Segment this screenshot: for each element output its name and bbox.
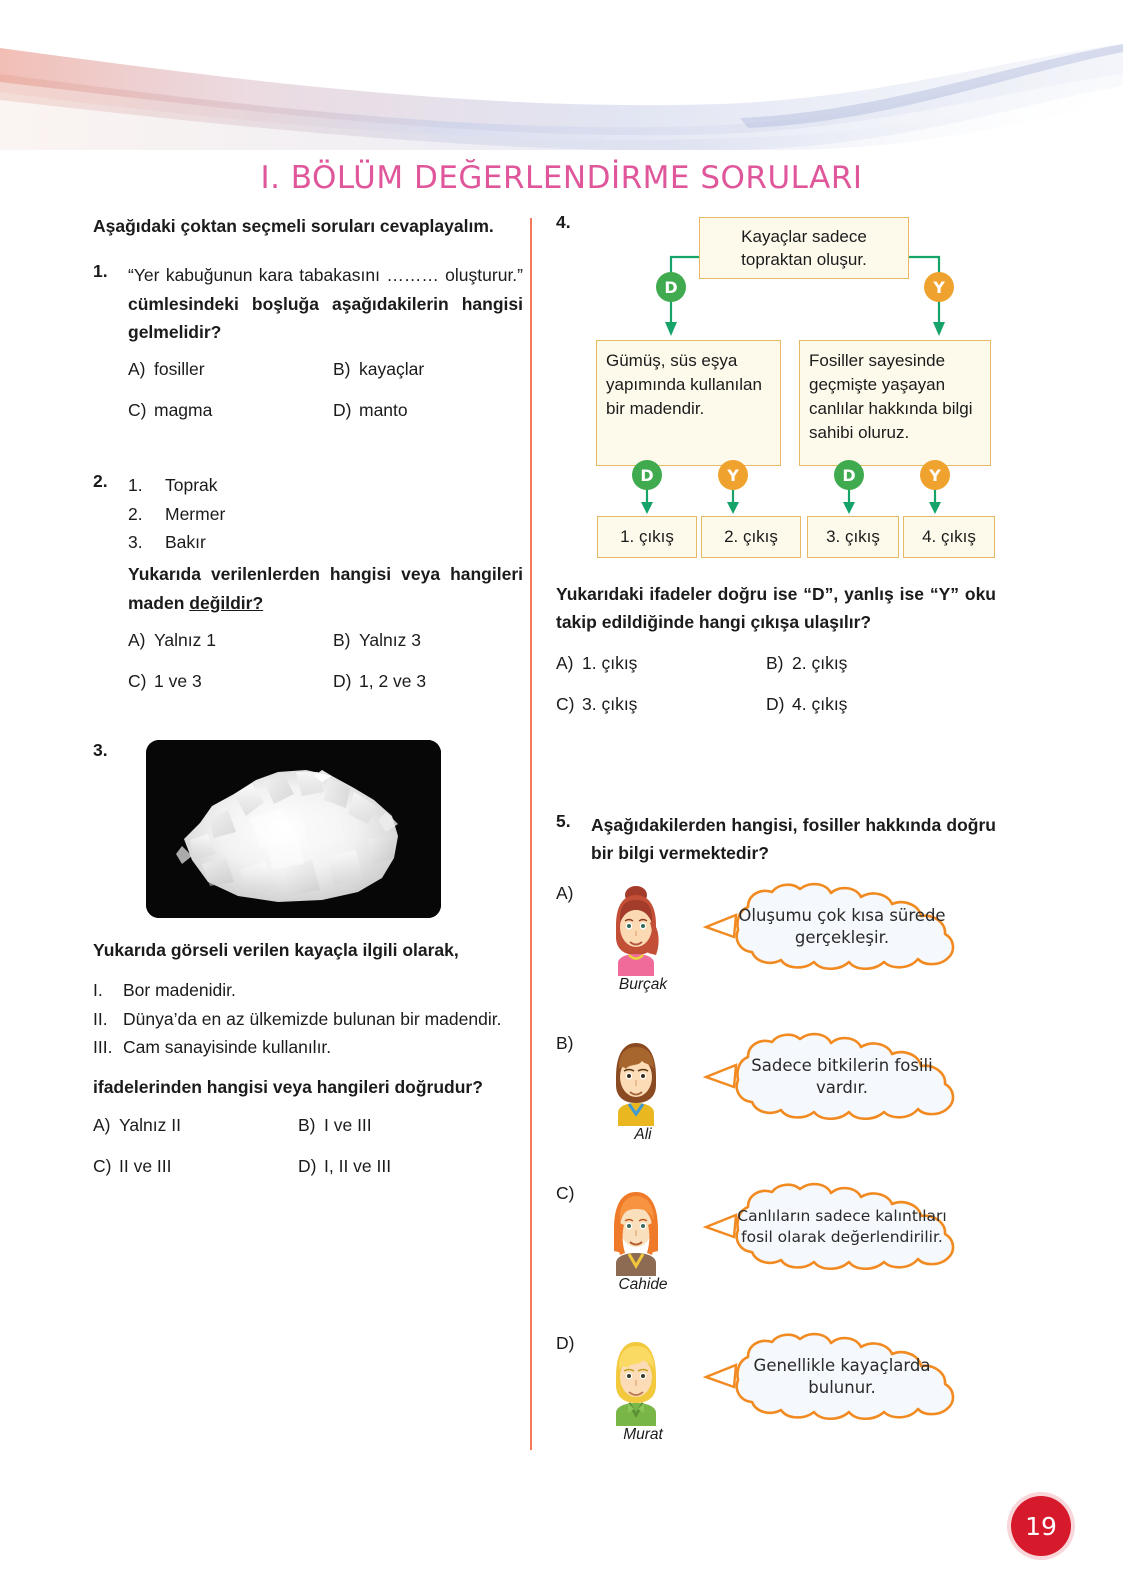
- flowchart-badge-false-left: Y: [718, 460, 748, 490]
- option-letter: D): [556, 1333, 575, 1354]
- option-letter: B): [556, 1033, 574, 1054]
- page-title: I. BÖLÜM DEĞERLENDİRME SORULARI: [260, 160, 863, 196]
- question-5-number: 5.: [556, 810, 571, 831]
- list-item-number: 2.: [128, 503, 143, 524]
- flowchart-output-3: 3. çıkış: [807, 516, 899, 558]
- avatar-illustration: [598, 879, 674, 976]
- option-text: Yalnız II: [119, 1114, 181, 1135]
- avatar-ali: [598, 1029, 674, 1126]
- bubble-line-1: Canlıların sadece kalıntıları: [737, 1207, 947, 1226]
- question-3-list: [93, 976, 523, 1061]
- flowchart-left-branch-box: Gümüş, süs eşya yapımında kullanılan bir madendir.: [596, 340, 781, 466]
- question-4: [556, 212, 996, 715]
- speech-bubble-text: [708, 1331, 976, 1423]
- speech-bubble-text: [708, 1031, 976, 1123]
- list-item-number: III.: [93, 1037, 113, 1058]
- bubble-line-1: Oluşumu çok kısa sürede: [738, 906, 946, 926]
- option-text: fosiller: [154, 359, 205, 380]
- flowchart-root-box: Kayaçlar sadece topraktan oluşur.: [699, 217, 909, 279]
- right-column: [556, 212, 996, 1452]
- bubble-line-1: Sadece bitkilerin fosili: [751, 1056, 933, 1076]
- question-2: [93, 471, 523, 692]
- option-letter: D): [333, 400, 352, 421]
- option-a[interactable]: [556, 653, 766, 674]
- question-2-stem: [128, 560, 523, 617]
- option-letter: B): [333, 359, 351, 380]
- list-item-number: I.: [93, 980, 103, 1001]
- speaker-name: Ali: [634, 1126, 652, 1144]
- question-2-options: [128, 630, 523, 692]
- avatar-illustration: [598, 1329, 674, 1426]
- avatar-cahide: [598, 1179, 674, 1276]
- avatar-burcak: [598, 879, 674, 976]
- question-3-stem-bottom: [93, 1073, 523, 1101]
- option-letter: A): [128, 630, 146, 651]
- mineral-rock-illustration: [146, 740, 441, 918]
- question-5-stem-text: Aşağıdakilerden hangisi, fosiller hakkında doğru bir bilgi vermektedir?: [591, 814, 996, 864]
- speaker-option-d[interactable]: [556, 1329, 996, 1452]
- question-4-options: [556, 653, 996, 715]
- question-3: [93, 740, 523, 1177]
- option-d[interactable]: [298, 1156, 523, 1177]
- speech-bubble-text: [708, 881, 976, 973]
- option-c[interactable]: [93, 1156, 298, 1177]
- option-letter: C): [128, 400, 147, 421]
- option-a[interactable]: [128, 359, 333, 380]
- bubble-line-1: Genellikle kayaçlarda: [753, 1356, 931, 1376]
- question-5: [556, 811, 996, 1453]
- option-c[interactable]: [556, 694, 766, 715]
- avatar-illustration: [598, 1179, 674, 1276]
- list-item-text: Dünya’da en az ülkemizde bulunan bir madendir.: [123, 1008, 502, 1029]
- flowchart-badge-false-root: Y: [924, 272, 954, 302]
- avatar-murat: [598, 1329, 674, 1426]
- option-letter: D): [766, 693, 785, 714]
- option-text: 4. çıkış: [792, 693, 848, 714]
- option-b[interactable]: [298, 1115, 523, 1136]
- option-text: manto: [359, 400, 408, 421]
- flowchart-output-2: 2. çıkış: [701, 516, 801, 558]
- flowchart-badge-true-left: D: [632, 460, 662, 490]
- flowchart-right-branch-box: Fosiller sayesinde geçmişte yaşayan canlılar hakkında bilgi sahibi oluruz.: [799, 340, 991, 466]
- speaker-name: Burçak: [618, 976, 668, 994]
- option-text: 1. çıkış: [582, 652, 638, 673]
- option-text: Yalnız 3: [359, 630, 421, 651]
- list-item-number: 3.: [128, 532, 143, 553]
- option-text: magma: [154, 400, 213, 421]
- question-2-stem-emphasis: değildir?: [189, 592, 264, 613]
- question-2-number: 2.: [93, 471, 108, 492]
- question-1-stem-plain: “Yer kabuğunun kara tabakasını ……… oluşturur.”: [128, 265, 523, 286]
- flowchart-badge-true-root: D: [656, 272, 686, 302]
- question-4-flowchart: [591, 212, 991, 547]
- option-letter: C): [128, 671, 147, 692]
- option-letter: D): [333, 671, 352, 692]
- option-text: I ve III: [324, 1114, 372, 1135]
- question-2-stem-text: Yukarıda verilenlerden hangisi veya hangileri maden: [128, 564, 523, 613]
- option-c[interactable]: [128, 400, 333, 421]
- list-item-text: Cam sanayisinde kullanılır.: [123, 1037, 332, 1058]
- option-text: Yalnız 1: [154, 630, 216, 651]
- option-text: 3. çıkış: [582, 693, 638, 714]
- question-3-stem-top: [93, 936, 523, 964]
- option-d[interactable]: [333, 671, 523, 692]
- option-letter: C): [556, 693, 575, 714]
- list-item-text: Bor madenidir.: [123, 980, 236, 1001]
- option-text: II ve III: [119, 1155, 172, 1176]
- option-letter: A): [93, 1114, 111, 1135]
- list-item-number: II.: [93, 1008, 108, 1029]
- question-1-stem-bold: cümlesindeki boşluğa aşağıdakilerin hangisi gelmelidir?: [128, 293, 523, 343]
- list-item: [93, 1033, 523, 1061]
- option-letter: B): [333, 630, 351, 651]
- speech-bubble-d: [678, 1331, 990, 1423]
- option-text: 2. çıkış: [792, 652, 848, 673]
- option-letter: D): [298, 1155, 317, 1176]
- header-decorative-wave: [0, 0, 1123, 150]
- bubble-line-2: fosil olarak değerlendirilir.: [741, 1228, 943, 1247]
- list-item: [128, 471, 523, 499]
- option-letter: C): [93, 1155, 112, 1176]
- option-letter: A): [128, 359, 146, 380]
- flowchart-output-4: 4. çıkış: [903, 516, 995, 558]
- speaker-option-a[interactable]: [556, 879, 996, 1002]
- option-c[interactable]: [128, 671, 333, 692]
- option-d[interactable]: [333, 400, 523, 421]
- option-letter: B): [766, 652, 784, 673]
- question-3-number: 3.: [93, 740, 108, 761]
- speaker-option-b[interactable]: [556, 1029, 996, 1152]
- speech-bubble-c: [678, 1181, 990, 1273]
- flowchart-badge-true-right: D: [834, 460, 864, 490]
- speaker-name: Cahide: [618, 1276, 668, 1294]
- bubble-line-2: vardır.: [816, 1078, 868, 1098]
- option-a[interactable]: [93, 1115, 298, 1136]
- option-letter: B): [298, 1114, 316, 1135]
- question-2-list: [128, 471, 523, 556]
- list-item-text: Toprak: [165, 475, 218, 496]
- question-3-options: [93, 1115, 523, 1177]
- question-3-stem-bottom-text: ifadelerinden hangisi veya hangileri doğrudur?: [93, 1077, 483, 1098]
- list-item-text: Mermer: [165, 503, 226, 524]
- option-letter: A): [556, 883, 574, 904]
- option-text: I, II ve III: [324, 1155, 392, 1176]
- option-letter: A): [556, 652, 574, 673]
- option-d[interactable]: [766, 694, 996, 715]
- list-item: [128, 528, 523, 556]
- question-3-stem-top-text: Yukarıda görseli verilen kayaçla ilgili olarak,: [93, 940, 459, 961]
- question-4-stem: [556, 580, 996, 637]
- mineral-rock-photo: [146, 740, 441, 918]
- page-number-badge: 19: [1011, 1496, 1071, 1556]
- option-letter: C): [556, 1183, 575, 1204]
- option-b[interactable]: [333, 630, 523, 651]
- speaker-name: Murat: [623, 1426, 663, 1444]
- question-4-stem-text: Yukarıdaki ifadeler doğru ise “D”, yanlış ise “Y” oku takip edildiğinde hangi çıkışa ulaşılır?: [556, 584, 996, 633]
- speech-bubble-b: [678, 1031, 990, 1123]
- list-item-number: 1.: [128, 475, 143, 496]
- list-item-text: Bakır: [165, 532, 206, 553]
- bubble-line-2: gerçekleşir.: [794, 928, 890, 948]
- question-1-number: 1.: [93, 261, 108, 282]
- list-item: [128, 500, 523, 528]
- avatar-illustration: [598, 1029, 674, 1126]
- question-1-stem: [128, 261, 523, 346]
- flowchart-badge-false-right: Y: [920, 460, 950, 490]
- option-b[interactable]: [766, 653, 996, 674]
- option-a[interactable]: [128, 630, 333, 651]
- option-b[interactable]: [333, 359, 523, 380]
- speech-bubble-a: [678, 881, 990, 973]
- list-item: [93, 976, 523, 1004]
- question-4-number: 4.: [556, 212, 571, 232]
- question-1: [93, 261, 523, 421]
- question-5-stem: [591, 811, 996, 868]
- speech-bubble-text: [708, 1181, 976, 1273]
- option-text: kayaçlar: [359, 359, 425, 380]
- column-divider: [530, 218, 532, 1450]
- speaker-option-c[interactable]: [556, 1179, 996, 1302]
- left-column: [93, 212, 523, 1177]
- option-text: 1, 2 ve 3: [359, 671, 427, 692]
- question-1-options: [128, 359, 523, 421]
- flowchart-output-1: 1. çıkış: [597, 516, 697, 558]
- option-text: 1 ve 3: [154, 671, 202, 692]
- list-item: [93, 1005, 523, 1033]
- instruction-text: Aşağıdaki çoktan seçmeli soruları cevaplayalım.: [93, 216, 494, 236]
- bubble-line-2: bulunur.: [808, 1378, 876, 1398]
